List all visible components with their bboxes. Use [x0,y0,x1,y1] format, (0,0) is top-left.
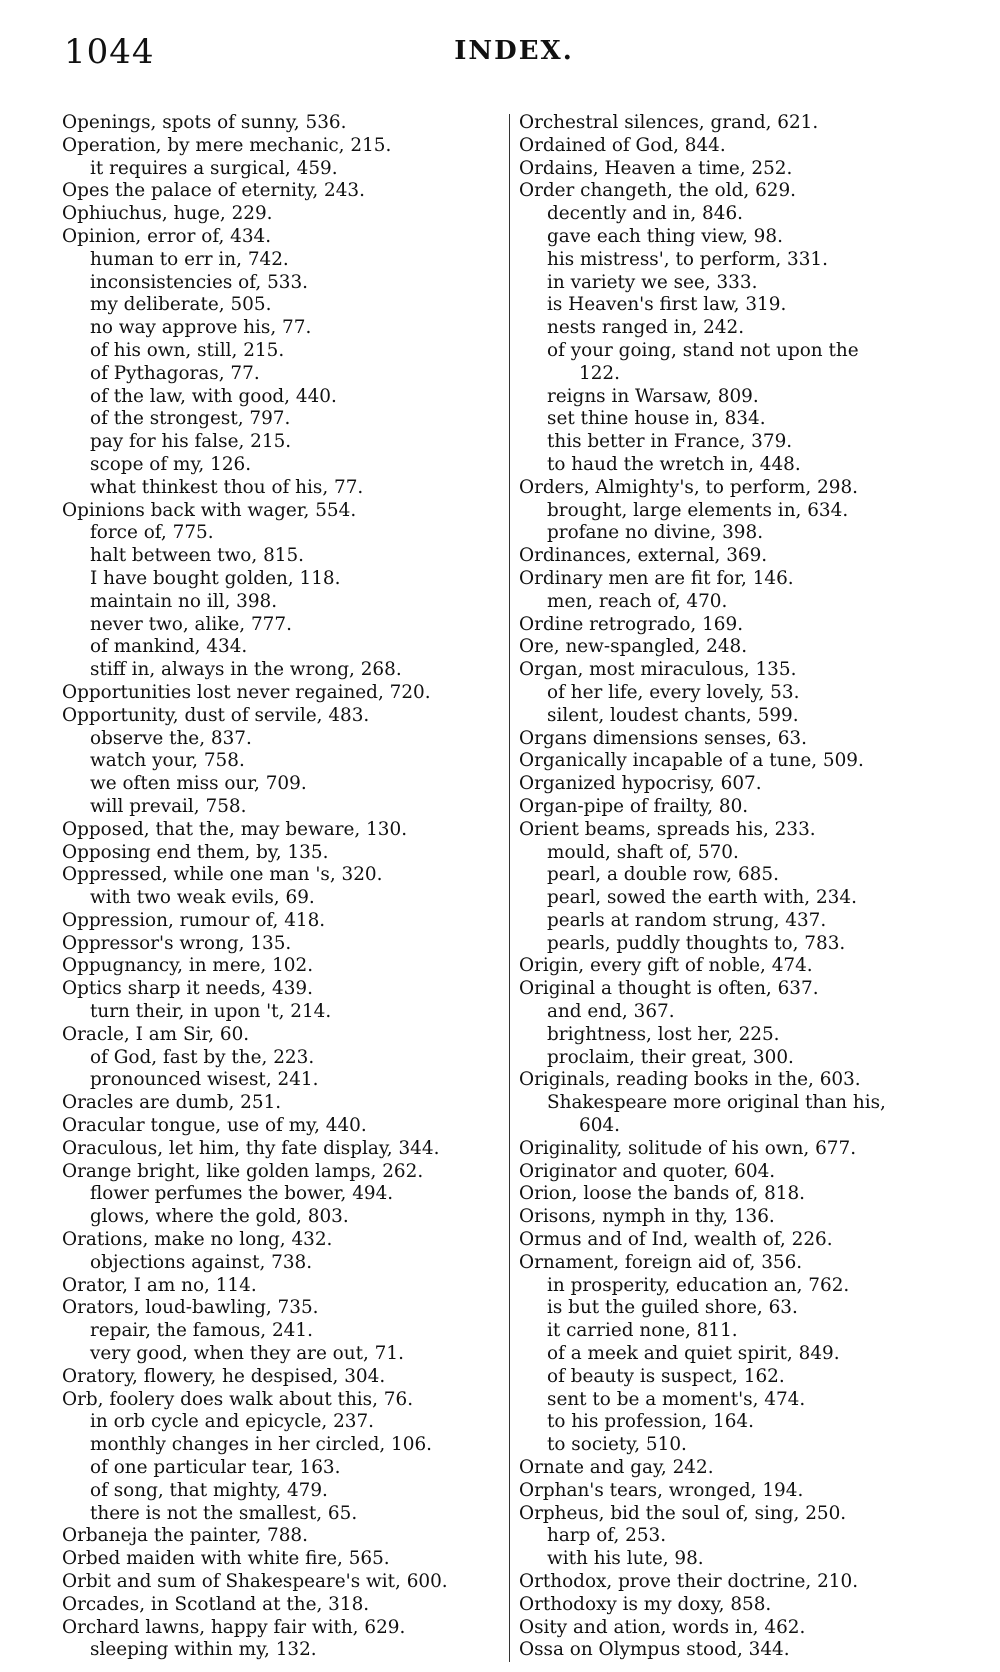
index-subentry: will prevail, 758. [90,795,247,817]
index-subentry: flower perfumes the bower, 494. [90,1183,394,1205]
index-subentry: harp of, 253. [547,1525,667,1547]
index-subentry: in variety we see, 333. [547,271,758,293]
index-column-right [519,112,967,1662]
index-subentry: sent to be a moment's, 474. [547,1388,806,1410]
index-subentry: human to err in, 742. [90,248,289,270]
index-subentry: this better in France, 379. [547,431,793,453]
index-subentry: it requires a surgical, 459. [90,157,338,179]
index-entry: Organ, most miraculous, 135. [519,659,797,681]
index-subentry: Shakespeare more original than his, [547,1092,886,1114]
index-subentry: stiff in, always in the wrong, 268. [90,659,402,681]
index-subentry: of God, fast by the, 223. [90,1046,315,1068]
index-entry: Orders, Almighty's, to perform, 298. [519,476,859,498]
index-subentry: my deliberate, 505. [90,294,272,316]
index-subentry: to society, 510. [547,1434,687,1456]
index-entry: Ore, new-spangled, 248. [519,636,748,658]
index-subentry: watch your, 758. [90,750,245,772]
index-subentry: of one particular tear, 163. [90,1457,341,1479]
page-title: INDEX. [454,36,574,66]
index-subentry: of a meek and quiet spirit, 849. [547,1343,840,1365]
index-entry: Originator and quoter, 604. [519,1160,776,1182]
index-subentry: reigns in Warsaw, 809. [547,385,759,407]
index-entry: Orbit and sum of Shakespeare's wit, 600. [62,1571,448,1592]
index-entry: Oratory, flowery, he despised, 304. [62,1365,386,1387]
index-subentry: of the strongest, 797. [90,408,291,430]
index-entry: Orators, loud-bawling, 735. [62,1297,319,1319]
index-entry: Orisons, nymph in thy, 136. [519,1206,775,1228]
column-divider [509,114,510,1662]
index-subentry: mould, shaft of, 570. [547,841,739,863]
index-subentry: glows, where the gold, 803. [90,1206,349,1228]
index-entry: Opes the palace of eternity, 243. [62,180,365,202]
index-entry: Opinions back with wager, 554. [62,499,357,521]
index-subentry: gave each thing view, 98. [547,225,783,247]
page-header [64,32,964,74]
index-entry: Optics sharp it needs, 439. [62,978,313,1000]
index-subentry: pearl, a double row, 685. [547,864,779,886]
index-entry: Orthodoxy is my doxy, 858. [519,1593,772,1615]
index-subentry: proclaim, their great, 300. [547,1046,794,1068]
index-entry: Orchestral silences, grand, 621. [519,112,819,133]
index-entry: Opposed, that the, may beware, 130. [62,818,408,840]
index-entry: Oppression, rumour of, 418. [62,909,326,931]
index-entry: Orb, foolery does walk about this, 76. [62,1388,414,1410]
index-entry: Opportunity, dust of servile, 483. [62,704,370,726]
index-subentry: very good, when they are out, 71. [90,1343,404,1365]
index-subentry: is Heaven's first law, 319. [547,294,787,316]
index-subentry: I have bought golden, 118. [90,567,341,589]
index-entry: Orbed maiden with white fire, 565. [62,1548,390,1570]
index-entry: Orbaneja the painter, 788. [62,1525,308,1547]
index-subentry: of the law, with good, 440. [90,385,337,407]
index-entry: Oracle, I am Sir, 60. [62,1023,250,1045]
index-entry: Orpheus, bid the soul of, sing, 250. [519,1502,847,1524]
index-subentry: pearl, sowed the earth with, 234. [547,887,857,909]
index-column-left [62,112,502,1662]
index-entry: Originality, solitude of his own, 677. [519,1137,857,1159]
index-subentry: pearls, puddly thoughts to, 783. [547,932,846,954]
index-entry: Orcades, in Scotland at the, 318. [62,1593,370,1615]
index-entry: Opinion, error of, 434. [62,225,272,247]
index-entry: Orion, loose the bands of, 818. [519,1183,806,1205]
index-subentry: of her life, every lovely, 53. [547,681,800,703]
index-subentry: and end, 367. [547,1001,675,1023]
index-entry: Oracles are dumb, 251. [62,1092,282,1114]
index-subentry: pronounced wisest, 241. [90,1069,319,1091]
index-subentry: there is not the smallest, 65. [90,1502,358,1524]
index-subentry: decently and in, 846. [547,203,743,225]
index-subentry: in orb cycle and epicycle, 237. [90,1411,375,1433]
index-entry: Ornate and gay, 242. [519,1457,714,1479]
index-subentry: sleeping within my, 132. [90,1639,317,1661]
index-subentry: men, reach of, 470. [547,590,728,612]
index-entry: Orator, I am no, 114. [62,1274,257,1296]
index-subentry: nests ranged in, 242. [547,317,745,339]
index-subentry: in prosperity, education an, 762. [547,1274,850,1296]
index-subentry: to his profession, 164. [547,1411,754,1433]
index-subentry: brightness, lost her, 225. [547,1023,780,1045]
index-subentry: of song, that mighty, 479. [90,1479,328,1501]
index-subentry: never two, alike, 777. [90,613,292,635]
index-entry: Opportunities lost never regained, 720. [62,681,431,703]
index-subentry: halt between two, 815. [90,545,305,567]
index-subentry: is but the guiled shore, 63. [547,1297,798,1319]
index-entry: Ornament, foreign aid of, 356. [519,1251,803,1273]
index-subentry: monthly changes in her circled, 106. [90,1434,432,1456]
index-subentry: brought, large elements in, 634. [547,499,849,521]
index-entry: Opposing end them, by, 135. [62,841,329,863]
index-subentry: pay for his false, 215. [90,431,292,453]
index-entry: Organ-pipe of frailty, 80. [519,795,749,817]
index-subentry: set thine house in, 834. [547,408,766,430]
index-entry: Organized hypocrisy, 607. [519,773,762,795]
index-subentry: it carried none, 811. [547,1320,738,1342]
index-entry: Operation, by mere mechanic, 215. [62,134,392,156]
index-entry: Order changeth, the old, 629. [519,180,797,202]
index-entry: Oppressor's wrong, 135. [62,932,292,954]
index-entry: Orations, make no long, 432. [62,1229,333,1251]
index-entry: Ordine retrogrado, 169. [519,613,744,635]
index-entry-continuation: 604. [579,1115,620,1137]
index-entry: Oppressed, while one man 's, 320. [62,864,383,886]
index-subentry: of mankind, 434. [90,636,248,658]
index-subentry: of beauty is suspect, 162. [547,1365,785,1387]
page-number: 1044 [64,32,155,72]
index-subentry: force of, 775. [90,522,214,544]
index-subentry: profane no divine, 398. [547,522,764,544]
index-entry: Orthodox, prove their doctrine, 210. [519,1571,859,1592]
index-entry: Orange bright, like golden lamps, 262. [62,1160,424,1182]
index-subentry: observe the, 837. [90,727,252,749]
index-entry: Ophiuchus, huge, 229. [62,203,273,225]
index-entry: Ossa on Olympus stood, 344. [519,1639,790,1661]
index-entry: Orchard lawns, happy fair with, 629. [62,1616,406,1638]
index-subentry: no way approve his, 77. [90,317,312,339]
index-entry: Origin, every gift of noble, 474. [519,955,813,977]
index-subentry: what thinkest thou of his, 77. [90,476,364,498]
index-entry: Oraculous, let him, thy fate display, 344. [62,1137,440,1159]
index-subentry: with his lute, 98. [547,1548,704,1570]
index-entry: Openings, spots of sunny, 536. [62,112,347,133]
index-entry: Ordained of God, 844. [519,134,726,156]
index-entry: Oppugnancy, in mere, 102. [62,955,314,977]
index-entry: Ordains, Heaven a time, 252. [519,157,793,179]
index-subentry: of your going, stand not upon the [547,339,859,361]
index-entry: Organically incapable of a tune, 509. [519,750,864,772]
index-entry: Ordinances, external, 369. [519,545,768,567]
index-subentry: to haud the wretch in, 448. [547,453,801,475]
index-subentry: inconsistencies of, 533. [90,271,309,293]
index-subentry: with two weak evils, 69. [90,887,315,909]
index-entry: Orphan's tears, wronged, 194. [519,1479,804,1501]
index-entry: Originals, reading books in the, 603. [519,1069,861,1091]
index-subentry: scope of my, 126. [90,453,252,475]
index-subentry: of Pythagoras, 77. [90,362,260,384]
index-subentry: we often miss our, 709. [90,773,307,795]
index-entry: Ordinary men are fit for, 146. [519,567,794,589]
index-subentry: objections against, 738. [90,1251,313,1273]
index-entry: Orient beams, spreads his, 233. [519,818,816,840]
index-entry: Original a thought is often, 637. [519,978,819,1000]
index-subentry: pearls at random strung, 437. [547,909,827,931]
index-subentry: turn their, in upon 't, 214. [90,1001,332,1023]
index-subentry: silent, loudest chants, 599. [547,704,799,726]
index-entry-continuation: 122. [579,362,620,384]
index-entry: Osity and ation, words in, 462. [519,1616,806,1638]
index-subentry: maintain no ill, 398. [90,590,278,612]
index-entry: Oracular tongue, use of my, 440. [62,1115,367,1137]
index-subentry: his mistress', to perform, 331. [547,248,828,270]
index-subentry: repair, the famous, 241. [90,1320,313,1342]
index-entry: Organs dimensions senses, 63. [519,727,807,749]
index-entry: Ormus and of Ind, wealth of, 226. [519,1229,833,1251]
index-subentry: of his own, still, 215. [90,339,285,361]
